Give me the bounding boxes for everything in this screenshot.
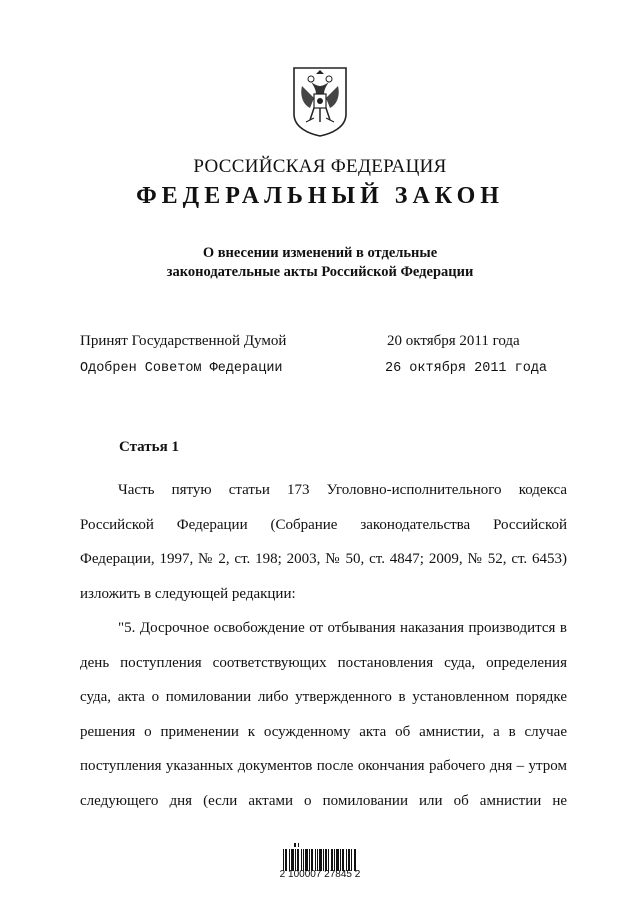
- council-date: 26 октября 2011 года: [385, 361, 548, 376]
- body-line: день поступления соответствующих постановления суда, определения: [80, 654, 567, 671]
- body-line: решения о применении к осужденному акта об амнистии, а в случае: [80, 723, 567, 740]
- duma-date: 20 октября 2011 года: [387, 333, 520, 349]
- body-line: суда, акта о помиловании либо утвержденного в установленном порядке: [80, 689, 567, 705]
- country-name: РОССИЙСКАЯ ФЕДЕРАЦИЯ: [193, 156, 447, 177]
- law-title: [0, 244, 640, 282]
- body-line: Российской Федерации (Собрание законодательства Российской: [80, 516, 567, 533]
- article-heading: Статья 1: [119, 439, 179, 455]
- coat-of-arms-emblem: [288, 64, 352, 138]
- document-type: ФЕДЕРАЛЬНЫЙ ЗАКОН: [136, 183, 504, 209]
- duma-label: Принят Государственной Думой: [80, 333, 287, 349]
- body-line: Часть пятую статьи 173 Уголовно-исполнительного кодекса: [118, 482, 567, 498]
- article-body: [80, 473, 567, 818]
- barcode-number: 2 100007 27845 2: [279, 869, 361, 880]
- body-line: следующего дня (если актами о помиловании или об амнистии не: [80, 792, 567, 809]
- council-label: Одобрен Советом Федерации: [80, 361, 283, 376]
- body-line: Федерации, 1997, № 2, ст. 198; 2003, № 50, ст. 4847; 2009, № 52, ст. 6453): [80, 551, 567, 567]
- law-title-line: законодательные акты Российской Федерации: [166, 264, 474, 280]
- body-line: поступления указанных документов после окончания рабочего дня – утром: [80, 758, 567, 774]
- law-title-line: О внесении изменений в отдельные: [202, 245, 438, 261]
- body-line: изложить в следующей редакции:: [80, 585, 296, 602]
- body-line: "5. Досрочное освобождение от отбывания наказания производится в: [118, 620, 567, 636]
